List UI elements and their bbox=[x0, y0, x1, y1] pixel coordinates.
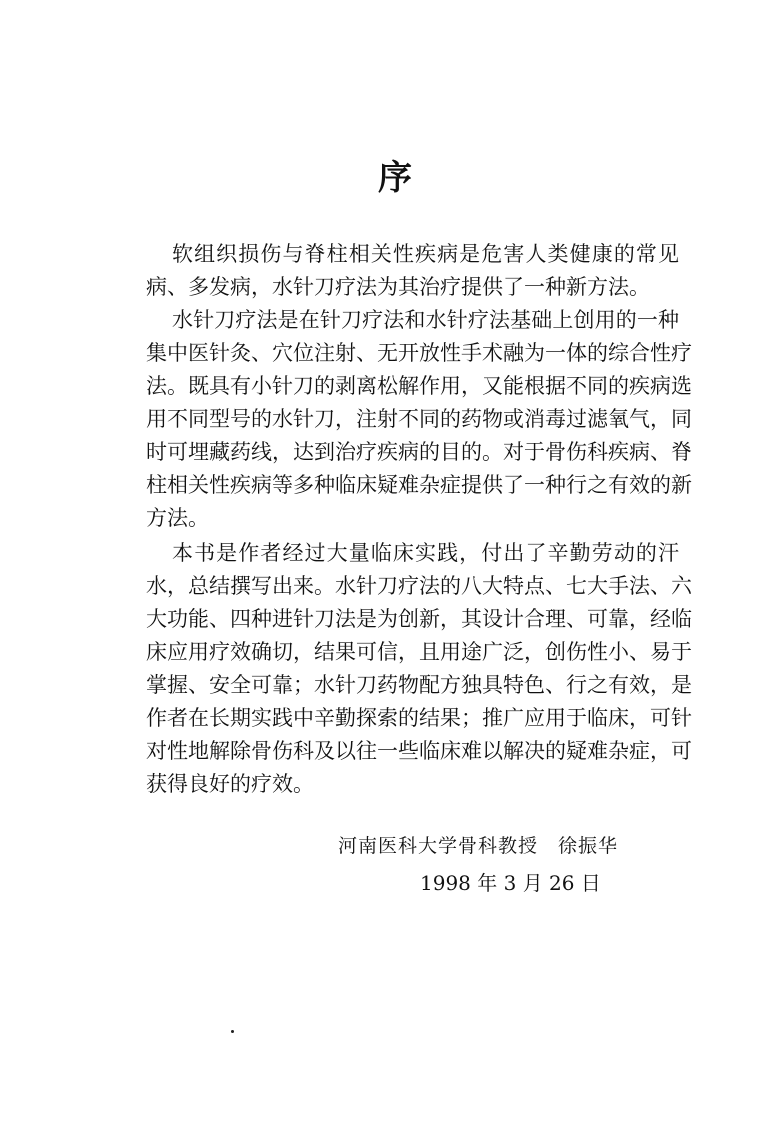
text-line: 软组织损伤与脊柱相关性疾病是危害人类健康的常见 bbox=[172, 242, 679, 266]
text-line: 法。既具有小针刀的剥离松解作用，又能根据不同的疾病选 bbox=[146, 374, 692, 398]
text-line: 时可埋藏药线，达到治疗疾病的目的。对于骨伤科疾病、脊 bbox=[146, 440, 692, 464]
date: 1998 年 3 月 26 日 bbox=[420, 871, 601, 895]
text-line: 水针刀疗法是在针刀疗法和水针疗法基础上创用的一种 bbox=[172, 308, 679, 332]
text-line: 对性地解除骨伤科及以往一些临床难以解决的疑难杂症，可 bbox=[146, 739, 692, 763]
text-line: 床应用疗效确切，结果可信，且用途广泛，创伤性小、易于 bbox=[146, 640, 692, 664]
scan-speck bbox=[231, 1030, 234, 1033]
page-title: 序 bbox=[378, 158, 412, 198]
text-line: 柱相关性疾病等多种临床疑难杂症提供了一种行之有效的新 bbox=[146, 473, 692, 497]
text-line: 方法。 bbox=[146, 506, 209, 530]
text-line: 作者在长期实践中辛勤探索的结果；推广应用于临床，可针 bbox=[146, 706, 692, 730]
text-line: 集中医针灸、穴位注射、无开放性手术融为一体的综合性疗 bbox=[146, 341, 692, 365]
signature: 河南医科大学骨科教授 徐振华 bbox=[338, 835, 619, 857]
text-line: 获得良好的疗效。 bbox=[146, 772, 314, 796]
text-line: 掌握、安全可靠；水针刀药物配方独具特色、行之有效，是 bbox=[146, 673, 692, 697]
text-line: 病、多发病，水针刀疗法为其治疗提供了一种新方法。 bbox=[146, 275, 650, 299]
text-line: 大功能、四种进针刀法是为创新，其设计合理、可靠，经临 bbox=[146, 607, 692, 631]
text-line: 水，总结撰写出来。水针刀疗法的八大特点、七大手法、六 bbox=[146, 574, 692, 598]
text-line: 本书是作者经过大量临床实践，付出了辛勤劳动的汗 bbox=[172, 541, 679, 565]
text-line: 用不同型号的水针刀，注射不同的药物或消毒过滤氧气，同 bbox=[146, 407, 692, 431]
